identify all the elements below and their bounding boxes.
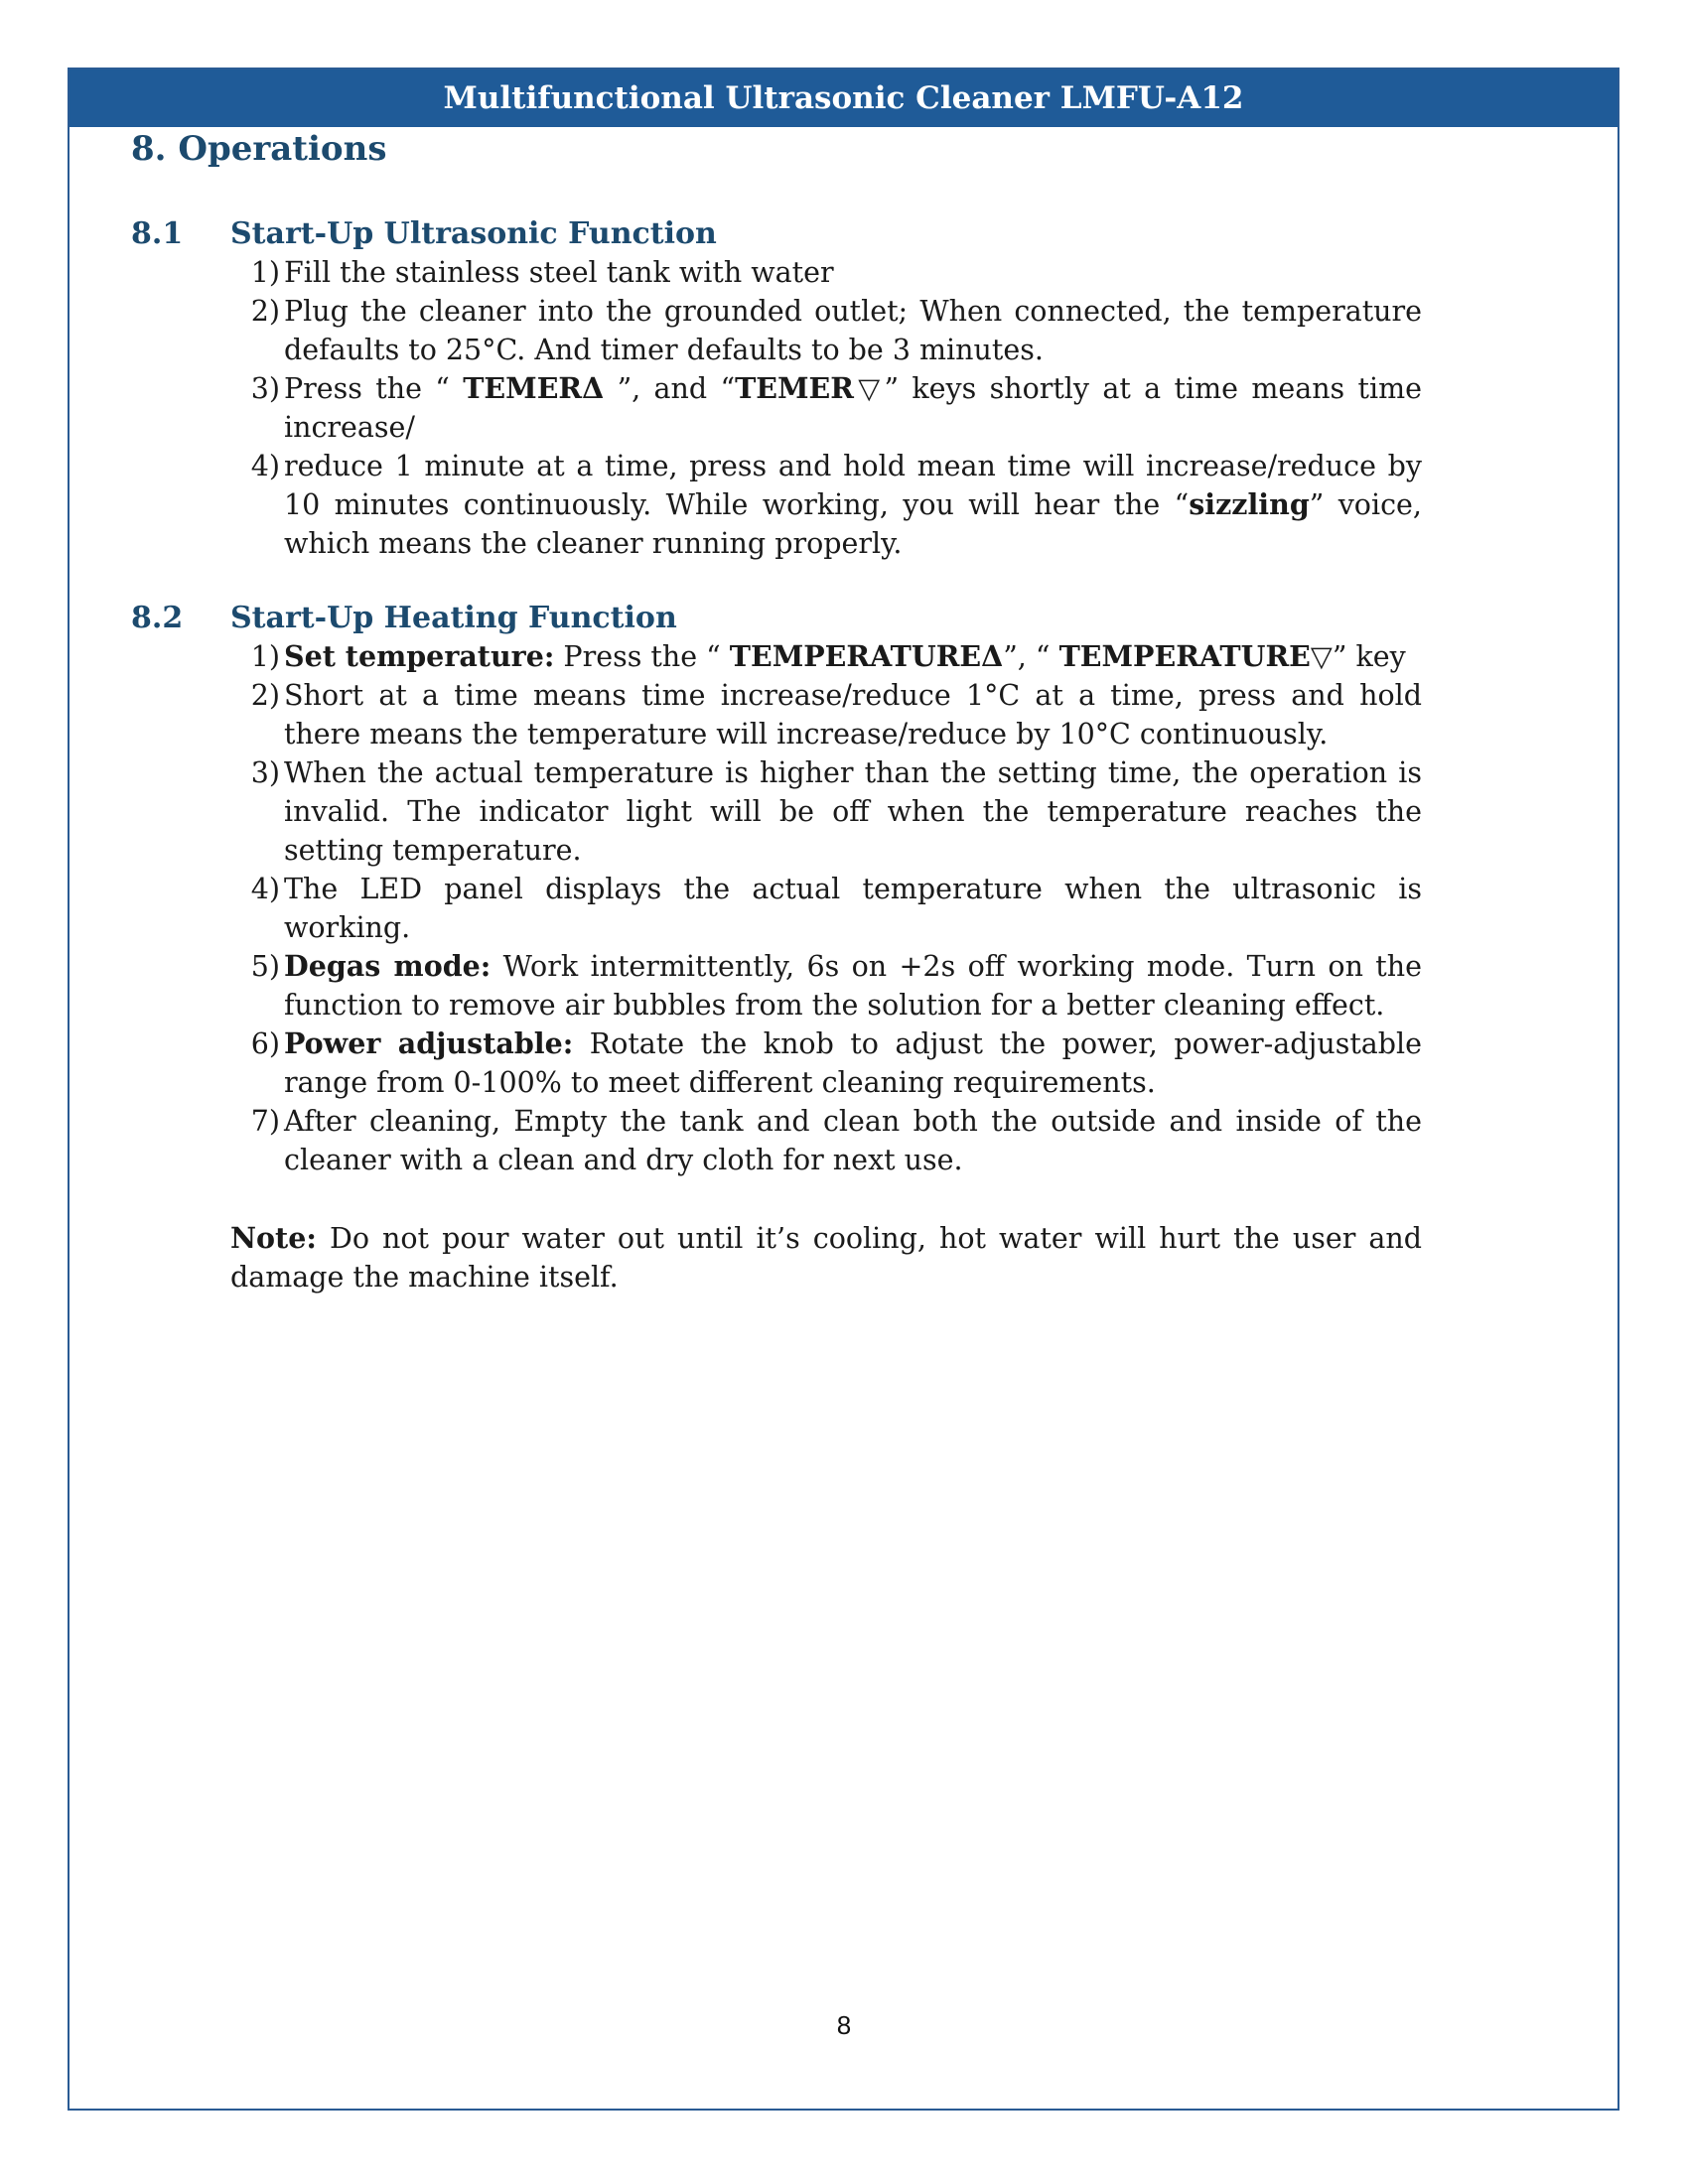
list-item — [230, 870, 1422, 947]
subsection-title: Start-Up Heating Function — [230, 601, 677, 635]
timer-up-key-label: TEMERΔ — [463, 371, 605, 405]
item-lead: Power adjustable: — [284, 1026, 574, 1060]
item-text: When the actual temperature is higher than the setting time, the operation is invalid. The indicator light will be off when the temperature reaches the setting temperature. — [284, 756, 1422, 867]
item-text: After cleaning, Empty the tank and clean both the outside and inside of the cleaner with a clean and dry cloth for next use. — [284, 1105, 1422, 1176]
section-title: 8. Operations — [131, 129, 387, 169]
item-lead: Set temperature: — [284, 639, 555, 673]
item-number: 4) — [250, 450, 280, 482]
item-text: Press the “ TEMERΔ ”, and “TEMER▽” keys shortly at a time means time increase/ — [284, 371, 1422, 444]
item-text: Short at a time means time increase/reduce 1°C at a time, press and hold there means the temperature will increase/reduce by 10°C continuously. — [284, 679, 1422, 751]
subsection-ultrasonic — [131, 214, 1422, 563]
timer-down-key-label: TEMER▽ — [735, 371, 885, 405]
temperature-down-key-label: TEMPERATURE▽ — [1058, 639, 1333, 673]
subsection-heading — [131, 599, 1422, 637]
item-text: Fill the stainless steel tank with water — [284, 256, 834, 289]
list-item — [230, 253, 1422, 292]
item-lead: Degas mode: — [284, 949, 492, 983]
item-text: Power adjustable: Rotate the knob to adjust the power, power-adjustable range from 0-100% to meet different cleaning requirements. — [284, 1026, 1422, 1099]
item-number: 4) — [250, 873, 280, 905]
item-number: 6) — [250, 1027, 280, 1060]
item-text: The LED panel displays the actual temperature when the ultrasonic is working. — [284, 873, 1422, 944]
item-text: Plug the cleaner into the grounded outlet; When connected, the temperature defaults to 25°C. And timer defaults to be 3 minutes. — [284, 295, 1422, 366]
list-item — [230, 292, 1422, 369]
subsection-number: 8.1 — [131, 216, 184, 251]
subsection-heading — [131, 214, 1422, 253]
item-text: reduce 1 minute at a time, press and hold mean time will increase/reduce by 10 minutes continuously. While working, you will hear the “sizzling” voice, which means the cleaner running properly. — [284, 450, 1422, 560]
heating-steps — [131, 637, 1422, 1179]
list-item — [230, 676, 1422, 753]
list-item — [230, 637, 1422, 676]
ultrasonic-steps — [131, 253, 1422, 563]
safety-note — [230, 1219, 1422, 1297]
subsection-number: 8.2 — [131, 601, 184, 635]
item-number: 2) — [250, 295, 280, 328]
item-number: 5) — [250, 950, 280, 983]
emphasis-text: sizzling — [1189, 487, 1310, 521]
document-header: Multifunctional Ultrasonic Cleaner LMFU-A12 — [70, 69, 1618, 127]
subsection-title: Start-Up Ultrasonic Function — [230, 216, 717, 251]
list-item — [230, 753, 1422, 870]
note-text: Do not pour water out until it’s cooling, hot water will hurt the user and damage the machine itself. — [230, 1222, 1422, 1294]
list-item — [230, 1024, 1422, 1102]
item-number: 2) — [250, 679, 280, 712]
item-number: 7) — [250, 1105, 280, 1138]
item-text: Set temperature: Press the “ TEMPERATUREΔ”, “ TEMPERATURE▽” key — [284, 639, 1406, 673]
item-number: 1) — [250, 640, 280, 673]
note-label: Note: — [230, 1221, 317, 1255]
list-item — [230, 447, 1422, 563]
item-number: 3) — [250, 756, 280, 789]
item-number: 3) — [250, 372, 280, 405]
page-content — [131, 129, 1422, 1297]
page-number: 8 — [836, 2010, 852, 2040]
list-item — [230, 369, 1422, 447]
temperature-up-key-label: TEMPERATUREΔ — [729, 639, 1004, 673]
item-text: Degas mode: Work intermittently, 6s on +2s off working mode. Turn on the function to remove air bubbles from the solution for a better cleaning effect. — [284, 949, 1422, 1022]
list-item — [230, 1102, 1422, 1179]
subsection-heating — [131, 599, 1422, 1179]
item-number: 1) — [250, 256, 280, 289]
list-item — [230, 947, 1422, 1024]
